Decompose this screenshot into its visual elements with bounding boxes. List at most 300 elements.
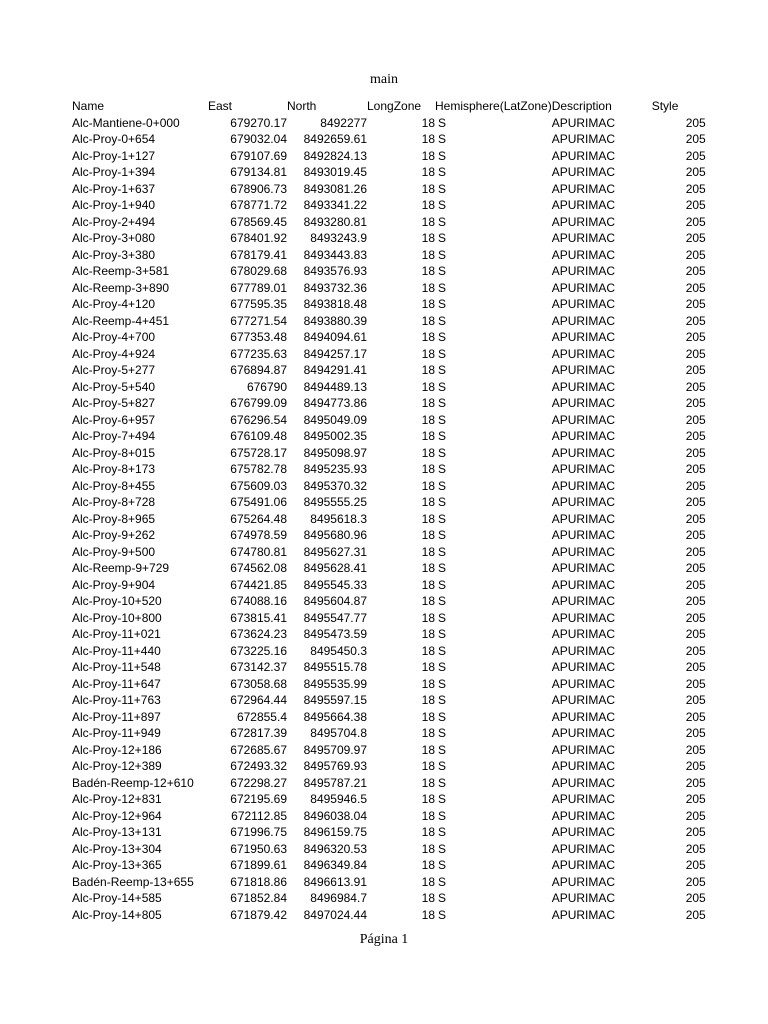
cell-style: 205 [685, 907, 706, 922]
cell-name: Alc-Proy-12+831 [72, 792, 162, 806]
table-row [72, 874, 706, 891]
cell-style: 205 [685, 561, 706, 575]
cell-name: Alc-Proy-8+015 [72, 445, 156, 460]
cell-style: 205 [685, 379, 706, 394]
sheet-title: main [370, 72, 398, 87]
table-row [72, 197, 706, 214]
cell-east: 674421.85 [230, 577, 287, 592]
cell-north: 8494489.13 [303, 379, 367, 394]
cell-north: 8493880.39 [303, 313, 367, 328]
cell-hemisphere [435, 379, 552, 396]
cell-hemisphere [435, 263, 552, 280]
cell-style: 205 [685, 478, 706, 493]
cell-description: APURIMAC [551, 280, 616, 295]
cell-style: 205 [685, 676, 706, 691]
cell-name: Alc-Proy-11+763 [72, 693, 161, 707]
table-row [72, 593, 706, 610]
cell-north: 8495555.25 [303, 495, 367, 509]
cell-style: 205 [685, 858, 706, 872]
cell-description: APURIMAC [551, 693, 616, 707]
header-hemisphere: Hemisphere(LatZone) [435, 99, 552, 113]
cell-longzone: 18 [421, 280, 435, 295]
cell-style: 205 [685, 313, 706, 328]
cell-east: 678569.45 [230, 214, 287, 229]
cell-east: 672112.85 [231, 808, 287, 823]
cell-description: APURIMAC [551, 330, 616, 344]
cell-name: Alc-Reemp-4+451 [72, 313, 170, 328]
cell-longzone: 18 [421, 874, 435, 889]
table-row [72, 527, 706, 544]
table-row [72, 461, 706, 478]
cell-hemisphere [435, 907, 552, 924]
hemisphere-value: S [438, 825, 447, 839]
cell-name: Alc-Mantiene-0+000 [72, 115, 180, 130]
cell-hemisphere [435, 692, 552, 709]
cell-style: 205 [685, 643, 706, 658]
cell-style: 205 [685, 396, 706, 410]
cell-hemisphere [435, 659, 552, 676]
cell-hemisphere [435, 626, 552, 643]
cell-description: APURIMAC [551, 165, 616, 179]
cell-longzone: 18 [421, 610, 435, 625]
cell-north: 8495545.33 [303, 577, 367, 592]
cell-style: 205 [685, 132, 706, 146]
cell-east: 675491.06 [230, 495, 287, 509]
cell-north: 8493732.36 [303, 280, 367, 295]
cell-description: APURIMAC [551, 495, 616, 509]
table-row [72, 296, 706, 313]
table-row [72, 181, 706, 198]
hemisphere-value: S [438, 808, 447, 823]
cell-hemisphere [435, 676, 552, 693]
cell-name: Alc-Proy-12+389 [72, 759, 162, 773]
cell-longzone: 18 [421, 841, 435, 856]
hemisphere-value: S [438, 841, 447, 856]
cell-hemisphere [435, 808, 552, 825]
cell-longzone: 18 [421, 214, 435, 229]
cell-description: APURIMAC [551, 115, 616, 130]
cell-description: APURIMAC [551, 577, 616, 592]
cell-description: APURIMAC [551, 643, 616, 658]
cell-longzone: 18 [421, 396, 435, 410]
cell-longzone: 18 [421, 643, 435, 658]
cell-north: 8494291.41 [303, 363, 367, 377]
cell-description: APURIMAC [551, 214, 616, 229]
hemisphere-value: S [438, 709, 447, 724]
hemisphere-value: S [438, 907, 447, 922]
cell-description: APURIMAC [551, 363, 616, 377]
cell-east: 671899.61 [230, 858, 287, 872]
table-row [72, 494, 706, 511]
cell-hemisphere [435, 181, 552, 198]
cell-description: APURIMAC [551, 445, 616, 460]
cell-north: 8492659.61 [303, 132, 367, 146]
cell-style: 205 [685, 148, 706, 163]
cell-longzone: 18 [421, 379, 435, 394]
hemisphere-value: S [438, 561, 447, 575]
hemisphere-value: S [438, 148, 447, 163]
table-row [72, 445, 706, 462]
table-row [72, 544, 706, 561]
cell-north: 8495627.31 [303, 544, 367, 559]
hemisphere-value: S [438, 330, 447, 344]
cell-name: Badén-Reemp-12+610 [72, 775, 194, 790]
hemisphere-value: S [438, 165, 447, 179]
cell-description: APURIMAC [551, 792, 616, 806]
hemisphere-value: S [438, 181, 447, 196]
cell-style: 205 [685, 511, 706, 526]
cell-description: APURIMAC [551, 429, 616, 443]
cell-name: Alc-Proy-1+127 [72, 148, 156, 163]
waypoint-table [72, 98, 706, 923]
cell-style: 205 [685, 627, 706, 641]
cell-east: 677353.48 [230, 330, 287, 344]
hemisphere-value: S [438, 198, 447, 212]
cell-east: 672493.32 [230, 759, 287, 773]
cell-description: APURIMAC [551, 775, 616, 790]
cell-longzone: 18 [421, 148, 435, 163]
cell-hemisphere [435, 362, 552, 379]
hemisphere-value: S [438, 313, 447, 328]
table-row [72, 428, 706, 445]
cell-north: 8493019.45 [303, 165, 367, 179]
table-row [72, 362, 706, 379]
cell-style: 205 [685, 330, 706, 344]
cell-longzone: 18 [421, 907, 435, 922]
cell-name: Alc-Proy-5+277 [72, 363, 156, 377]
cell-name: Alc-Proy-13+131 [72, 825, 162, 839]
cell-style: 205 [685, 495, 706, 509]
page-footer: Página 1 [359, 932, 409, 947]
cell-description: APURIMAC [551, 858, 616, 872]
cell-name: Alc-Proy-5+827 [72, 396, 156, 410]
cell-description: APURIMAC [551, 297, 616, 311]
cell-name: Alc-Proy-10+520 [72, 594, 162, 608]
cell-hemisphere [435, 890, 552, 907]
cell-north: 8494773.86 [303, 396, 367, 410]
hemisphere-value: S [438, 891, 447, 905]
cell-name: Alc-Proy-0+654 [72, 132, 156, 146]
cell-north: 8496984.7 [310, 891, 367, 905]
cell-east: 675782.78 [230, 462, 287, 476]
cell-name: Alc-Proy-1+940 [72, 198, 156, 212]
hemisphere-value: S [438, 726, 447, 740]
cell-longzone: 18 [421, 676, 435, 691]
cell-north: 8496320.53 [303, 841, 367, 856]
cell-east: 679134.81 [230, 165, 287, 179]
cell-name: Alc-Proy-3+380 [72, 247, 156, 262]
header-longzone: LongZone [367, 99, 422, 113]
table-row [72, 560, 706, 577]
cell-description: APURIMAC [551, 841, 616, 856]
cell-east: 673815.41 [230, 610, 287, 625]
cell-longzone: 18 [421, 759, 435, 773]
cell-longzone: 18 [421, 577, 435, 592]
cell-east: 677235.63 [230, 346, 287, 361]
cell-description: APURIMAC [551, 726, 616, 740]
cell-description: APURIMAC [551, 396, 616, 410]
cell-east: 673142.37 [230, 660, 287, 674]
cell-east: 676894.87 [230, 363, 287, 377]
cell-east: 672855.4 [236, 709, 287, 724]
cell-north: 8496038.04 [303, 808, 367, 823]
cell-east: 674978.59 [230, 528, 287, 542]
cell-longzone: 18 [421, 165, 435, 179]
cell-east: 672964.44 [230, 693, 287, 707]
cell-north: 8493243.9 [310, 231, 367, 245]
cell-hemisphere [435, 511, 552, 528]
cell-east: 679032.04 [230, 132, 287, 146]
cell-hemisphere [435, 164, 552, 181]
hemisphere-value: S [438, 462, 447, 476]
cell-name: Alc-Reemp-9+729 [72, 561, 170, 575]
table-row [72, 725, 706, 742]
cell-east: 675728.17 [230, 445, 287, 460]
table-row [72, 395, 706, 412]
cell-east: 678771.72 [230, 198, 287, 212]
table-row [72, 692, 706, 709]
hemisphere-value: S [438, 379, 447, 394]
cell-name: Alc-Proy-11+647 [72, 676, 161, 691]
cell-name: Alc-Proy-12+186 [72, 742, 162, 757]
cell-hemisphere [435, 544, 552, 561]
header-description: Description [551, 99, 612, 113]
cell-longzone: 18 [421, 792, 435, 806]
cell-north: 8495547.77 [303, 610, 367, 625]
cell-name: Alc-Proy-4+120 [72, 297, 156, 311]
cell-east: 675609.03 [230, 478, 287, 493]
cell-longzone: 18 [421, 297, 435, 311]
cell-east: 678906.73 [230, 181, 287, 196]
hemisphere-value: S [438, 528, 447, 542]
table-row [72, 643, 706, 660]
cell-hemisphere [435, 230, 552, 247]
hemisphere-value: S [438, 858, 447, 872]
cell-style: 205 [685, 181, 706, 196]
cell-north: 8493081.26 [303, 181, 367, 196]
cell-name: Alc-Proy-13+304 [72, 841, 162, 856]
table-row [72, 313, 706, 330]
cell-name: Alc-Proy-2+494 [72, 214, 156, 229]
cell-longzone: 18 [421, 660, 435, 674]
cell-name: Alc-Proy-8+455 [72, 478, 156, 493]
hemisphere-value: S [438, 297, 447, 311]
cell-description: APURIMAC [551, 528, 616, 542]
cell-description: APURIMAC [551, 132, 616, 146]
cell-description: APURIMAC [551, 709, 616, 724]
cell-description: APURIMAC [551, 676, 616, 691]
hemisphere-value: S [438, 792, 447, 806]
table-body [72, 115, 706, 924]
cell-north: 8496349.84 [303, 858, 367, 872]
cell-name: Alc-Proy-8+173 [72, 462, 156, 476]
cell-longzone: 18 [421, 363, 435, 377]
cell-description: APURIMAC [551, 891, 616, 905]
hemisphere-value: S [438, 363, 447, 377]
cell-north: 8495002.35 [303, 429, 367, 443]
table-row [72, 214, 706, 231]
hemisphere-value: S [438, 874, 447, 889]
cell-description: APURIMAC [551, 660, 616, 674]
cell-north: 8493576.93 [303, 264, 367, 278]
cell-description: APURIMAC [551, 759, 616, 773]
cell-longzone: 18 [421, 264, 435, 278]
cell-hemisphere [435, 857, 552, 874]
table-row [72, 263, 706, 280]
cell-north: 8495370.32 [303, 478, 367, 493]
cell-style: 205 [685, 214, 706, 229]
cell-style: 205 [685, 610, 706, 625]
hemisphere-value: S [438, 247, 447, 262]
cell-north: 8494094.61 [303, 330, 367, 344]
hemisphere-value: S [438, 693, 447, 707]
cell-east: 671852.84 [230, 891, 287, 905]
hemisphere-value: S [438, 676, 447, 691]
cell-style: 205 [685, 660, 706, 674]
cell-north: 8495946.5 [310, 792, 367, 806]
cell-east: 677271.54 [230, 313, 287, 328]
cell-longzone: 18 [421, 742, 435, 757]
cell-longzone: 18 [421, 726, 435, 740]
cell-north: 8495235.93 [303, 462, 367, 476]
cell-north: 8493443.83 [303, 247, 367, 262]
hemisphere-value: S [438, 396, 447, 410]
cell-style: 205 [685, 759, 706, 773]
cell-longzone: 18 [421, 231, 435, 245]
hemisphere-value: S [438, 594, 447, 608]
cell-description: APURIMAC [551, 462, 616, 476]
table-row [72, 824, 706, 841]
cell-style: 205 [685, 363, 706, 377]
cell-north: 8495049.09 [303, 412, 367, 427]
cell-hemisphere [435, 841, 552, 858]
cell-description: APURIMAC [551, 379, 616, 394]
cell-description: APURIMAC [551, 594, 616, 608]
hemisphere-value: S [438, 346, 447, 361]
cell-north: 8495450.3 [310, 643, 367, 658]
cell-hemisphere [435, 725, 552, 742]
cell-name: Alc-Proy-8+965 [72, 511, 156, 526]
cell-name: Alc-Proy-9+262 [72, 528, 156, 542]
hemisphere-value: S [438, 643, 447, 658]
cell-east: 676790 [246, 379, 287, 394]
cell-east: 677789.01 [230, 280, 287, 295]
cell-hemisphere [435, 527, 552, 544]
cell-longzone: 18 [421, 858, 435, 872]
cell-hemisphere [435, 197, 552, 214]
cell-name: Alc-Proy-5+540 [72, 379, 156, 394]
table-row [72, 131, 706, 148]
cell-longzone: 18 [421, 511, 435, 526]
cell-north: 8495680.96 [303, 528, 367, 542]
cell-name: Alc-Proy-11+949 [72, 726, 161, 740]
table-row [72, 775, 706, 792]
table-row [72, 346, 706, 363]
cell-style: 205 [685, 726, 706, 740]
table-row [72, 280, 706, 297]
header-name: Name [72, 99, 105, 113]
header-north: North [287, 99, 317, 113]
cell-hemisphere [435, 461, 552, 478]
cell-hemisphere [435, 643, 552, 660]
cell-east: 675264.48 [230, 511, 287, 526]
cell-hemisphere [435, 791, 552, 808]
cell-east: 679107.69 [230, 148, 287, 163]
cell-longzone: 18 [421, 478, 435, 493]
cell-description: APURIMAC [551, 511, 616, 526]
cell-north: 8495769.93 [303, 759, 367, 773]
cell-name: Alc-Proy-14+585 [72, 891, 162, 905]
hemisphere-value: S [438, 742, 447, 757]
cell-longzone: 18 [421, 429, 435, 443]
cell-style: 205 [685, 577, 706, 592]
cell-hemisphere [435, 313, 552, 330]
cell-style: 205 [685, 115, 706, 130]
cell-north: 8495628.41 [303, 561, 367, 575]
hemisphere-value: S [438, 775, 447, 790]
cell-longzone: 18 [421, 132, 435, 146]
cell-north: 8495664.38 [303, 709, 367, 724]
cell-east: 671818.86 [230, 874, 287, 889]
cell-name: Alc-Proy-4+700 [72, 330, 156, 344]
cell-longzone: 18 [421, 528, 435, 542]
cell-name: Alc-Proy-11+021 [72, 627, 161, 641]
cell-name: Alc-Proy-4+924 [72, 346, 156, 361]
cell-hemisphere [435, 428, 552, 445]
cell-east: 672817.39 [230, 726, 287, 740]
cell-style: 205 [685, 247, 706, 262]
cell-longzone: 18 [421, 495, 435, 509]
cell-longzone: 18 [421, 891, 435, 905]
cell-name: Alc-Proy-1+394 [72, 165, 156, 179]
cell-east: 676799.09 [230, 396, 287, 410]
cell-longzone: 18 [421, 693, 435, 707]
table-row [72, 742, 706, 759]
cell-hemisphere [435, 824, 552, 841]
cell-hemisphere [435, 445, 552, 462]
cell-description: APURIMAC [551, 478, 616, 493]
cell-description: APURIMAC [551, 874, 616, 889]
cell-hemisphere [435, 247, 552, 264]
cell-hemisphere [435, 214, 552, 231]
cell-east: 672685.67 [230, 742, 287, 757]
cell-north: 8495597.15 [303, 693, 367, 707]
hemisphere-value: S [438, 264, 447, 278]
cell-style: 205 [685, 528, 706, 542]
table-row [72, 379, 706, 396]
cell-longzone: 18 [421, 346, 435, 361]
cell-hemisphere [435, 577, 552, 594]
cell-longzone: 18 [421, 247, 435, 262]
cell-name: Alc-Proy-13+365 [72, 858, 162, 872]
cell-longzone: 18 [421, 825, 435, 839]
table-row [72, 676, 706, 693]
cell-description: APURIMAC [551, 610, 616, 625]
cell-name: Alc-Proy-14+805 [72, 907, 162, 922]
cell-hemisphere [435, 329, 552, 346]
cell-description: APURIMAC [551, 561, 616, 575]
cell-hemisphere [435, 874, 552, 891]
cell-style: 205 [685, 231, 706, 245]
hemisphere-value: S [438, 577, 447, 592]
cell-east: 679270.17 [230, 115, 287, 130]
hemisphere-value: S [438, 115, 447, 130]
table-row [72, 841, 706, 858]
cell-east: 678029.68 [230, 264, 287, 278]
cell-longzone: 18 [421, 594, 435, 608]
hemisphere-value: S [438, 627, 447, 641]
cell-longzone: 18 [421, 115, 435, 130]
